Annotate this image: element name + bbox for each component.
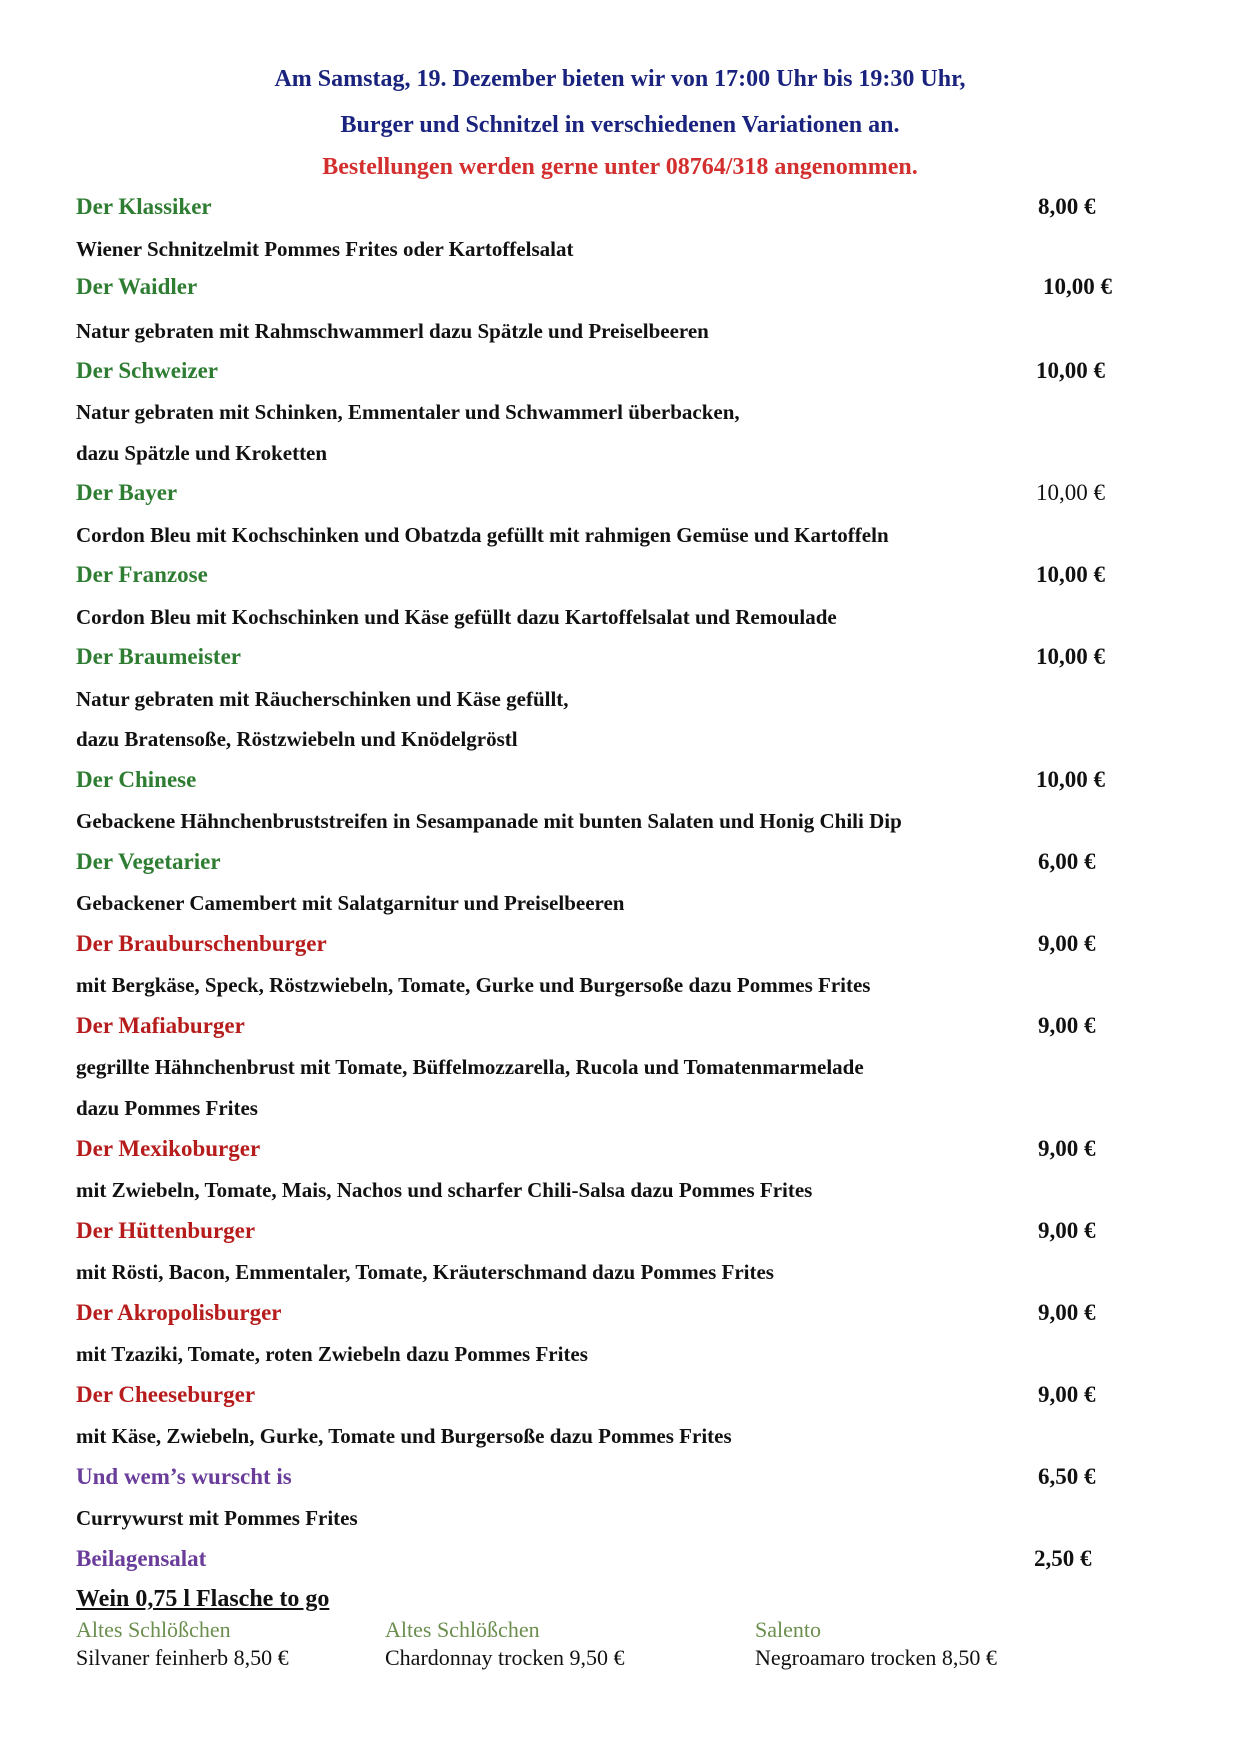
item-price-huettenburger: 9,00 €	[1038, 1218, 1096, 1243]
item-desc-franzose: Cordon Bleu mit Kochschinken und Käse gefüllt dazu Kartoffelsalat und Remoulade	[76, 605, 837, 629]
item-desc-huettenburger: mit Rösti, Bacon, Emmentaler, Tomate, Kräuterschmand dazu Pommes Frites	[76, 1260, 774, 1284]
item-price-vegetarier: 6,00 €	[1038, 849, 1096, 874]
wine-name: Altes Schlößchen	[385, 1617, 540, 1642]
item-name-huettenburger: Der Hüttenburger	[76, 1218, 256, 1243]
item-desc-chinese: Gebackene Hähnchenbruststreifen in Sesampanade mit bunten Salaten und Honig Chili Dip	[76, 809, 902, 833]
item-price-klassiker: 8,00 €	[1038, 194, 1096, 219]
item-desc-braumeister-1: Natur gebraten mit Räucherschinken und Käse gefüllt,	[76, 687, 569, 711]
item-price-akropolisburger: 9,00 €	[1038, 1300, 1096, 1325]
wine-detail: Silvaner feinherb 8,50 €	[76, 1645, 289, 1670]
item-name-beilagensalat: Beilagensalat	[76, 1546, 207, 1571]
item-price-franzose: 10,00 €	[1036, 562, 1105, 587]
item-price-bayer: 10,00 €	[1036, 480, 1105, 505]
wine-item-negroamaro	[755, 1616, 997, 1672]
item-price-brauburschenburger: 9,00 €	[1038, 931, 1096, 956]
item-desc-brauburschenburger: mit Bergkäse, Speck, Röstzwiebeln, Tomate, Gurke und Burgersoße dazu Pommes Frites	[76, 973, 871, 997]
item-desc-mexikoburger: mit Zwiebeln, Tomate, Mais, Nachos und scharfer Chili-Salsa dazu Pommes Frites	[76, 1178, 813, 1202]
item-desc-schweizer-2: dazu Spätzle und Kroketten	[76, 441, 328, 465]
item-desc-mafiaburger-2: dazu Pommes Frites	[76, 1096, 258, 1120]
item-desc-cheeseburger: mit Käse, Zwiebeln, Gurke, Tomate und Burgersoße dazu Pommes Frites	[76, 1424, 732, 1448]
item-name-vegetarier: Der Vegetarier	[76, 849, 221, 874]
item-price-braumeister: 10,00 €	[1036, 644, 1105, 669]
wine-section-title: Wein 0,75 l Flasche to go	[76, 1586, 330, 1612]
item-price-cheeseburger: 9,00 €	[1038, 1382, 1096, 1407]
item-price-beilagensalat: 2,50 €	[1034, 1546, 1092, 1571]
item-name-mexikoburger: Der Mexikoburger	[76, 1136, 261, 1161]
wine-detail: Negroamaro trocken 8,50 €	[755, 1645, 997, 1670]
item-name-braumeister: Der Braumeister	[76, 644, 241, 669]
item-name-klassiker: Der Klassiker	[76, 194, 212, 219]
header-line-date: Am Samstag, 19. Dezember bieten wir von 17:00 Uhr bis 19:30 Uhr,	[274, 66, 966, 92]
item-name-waidler: Der Waidler	[76, 274, 198, 299]
item-price-schweizer: 10,00 €	[1036, 358, 1105, 383]
item-desc-braumeister-2: dazu Bratensoße, Röstzwiebeln und Knödelgröstl	[76, 727, 518, 751]
wine-name: Salento	[755, 1617, 821, 1642]
item-desc-vegetarier: Gebackener Camembert mit Salatgarnitur und Preiselbeeren	[76, 891, 625, 915]
item-name-franzose: Der Franzose	[76, 562, 208, 587]
item-price-waidler: 10,00 €	[1043, 274, 1112, 299]
item-desc-schweizer-1: Natur gebraten mit Schinken, Emmentaler und Schwammerl überbacken,	[76, 400, 740, 424]
wine-item-silvaner	[76, 1616, 289, 1672]
item-name-bayer: Der Bayer	[76, 480, 178, 505]
header-line-order-phone: Bestellungen werden gerne unter 08764/318 angenommen.	[322, 154, 918, 180]
item-desc-mafiaburger-1: gegrillte Hähnchenbrust mit Tomate, Büffelmozzarella, Rucola und Tomatenmarmelade	[76, 1055, 864, 1079]
item-desc-klassiker: Wiener Schnitzelmit Pommes Frites oder Kartoffelsalat	[76, 237, 574, 261]
item-desc-akropolisburger: mit Tzaziki, Tomate, roten Zwiebeln dazu Pommes Frites	[76, 1342, 588, 1366]
item-name-currywurst: Und wem’s wurscht is	[76, 1464, 292, 1489]
item-price-currywurst: 6,50 €	[1038, 1464, 1096, 1489]
item-price-mafiaburger: 9,00 €	[1038, 1013, 1096, 1038]
wine-detail: Chardonnay trocken 9,50 €	[385, 1645, 625, 1670]
item-name-brauburschenburger: Der Brauburschenburger	[76, 931, 327, 956]
item-desc-waidler: Natur gebraten mit Rahmschwammerl dazu Spätzle und Preiselbeeren	[76, 319, 709, 343]
wine-item-chardonnay	[385, 1616, 625, 1672]
item-desc-bayer: Cordon Bleu mit Kochschinken und Obatzda gefüllt mit rahmigen Gemüse und Kartoffeln	[76, 523, 889, 547]
header-line-offer: Burger und Schnitzel in verschiedenen Variationen an.	[340, 112, 900, 138]
item-name-akropolisburger: Der Akropolisburger	[76, 1300, 282, 1325]
item-price-chinese: 10,00 €	[1036, 767, 1105, 792]
item-name-schweizer: Der Schweizer	[76, 358, 218, 383]
item-name-mafiaburger: Der Mafiaburger	[76, 1013, 245, 1038]
wine-name: Altes Schlößchen	[76, 1617, 231, 1642]
item-price-mexikoburger: 9,00 €	[1038, 1136, 1096, 1161]
item-name-cheeseburger: Der Cheeseburger	[76, 1382, 256, 1407]
item-desc-currywurst: Currywurst mit Pommes Frites	[76, 1506, 358, 1530]
item-name-chinese: Der Chinese	[76, 767, 197, 792]
